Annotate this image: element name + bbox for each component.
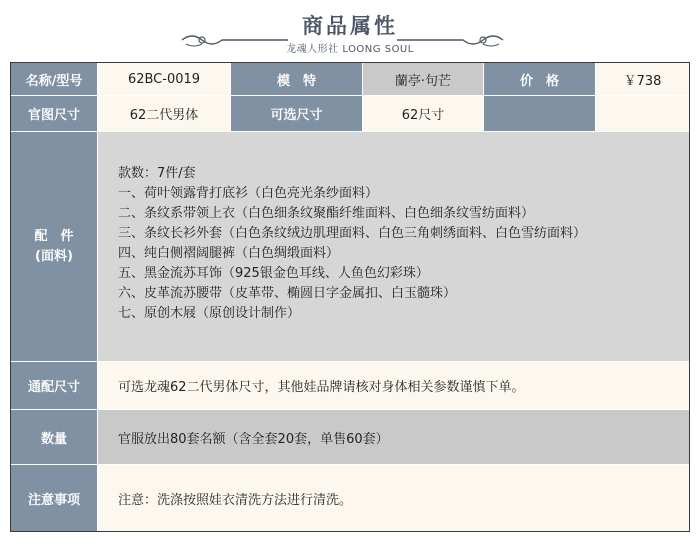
notes-value: 注意：洗涤按照娃衣清洗方法进行清洗。 [98, 465, 689, 531]
parts-label-line1: 配 件 [34, 228, 74, 244]
list-item: 款数：7件/套 [118, 166, 196, 181]
list-item: 七、原创木屐（原创设计制作） [118, 306, 301, 321]
optional-size-label: 可选尺寸 [231, 96, 363, 131]
list-item: 六、皮革流苏腰带（皮革带、椭圆日字金属扣、白玉髓珠） [118, 286, 457, 301]
page-title: 商品属性 [302, 14, 398, 38]
table-row [11, 132, 689, 362]
quantity-value: 官服放出80套名额（含全套20套，单售60套） [98, 410, 689, 464]
table-row [11, 465, 689, 531]
notes-label: 注意事项 [11, 465, 98, 531]
official-size-label: 官图尺寸 [11, 96, 98, 131]
list-item: 一、荷叶领露背打底衫（白色亮光条纱面料） [118, 186, 379, 201]
quantity-label: 数量 [11, 410, 98, 464]
list-item: 三、条纹长衫外套（白色条纹绒边肌理面料、白色三角刺绣面料、白色雪纺面料） [118, 226, 587, 241]
brand-name: 龙魂人形社 LOONG SOUL [286, 44, 414, 55]
empty-cell [484, 96, 596, 131]
price-value: ￥738 [596, 63, 689, 95]
fit-value: 可选龙魂62二代男体尺寸，其他娃品牌请核对身体相关参数谨慎下单。 [98, 362, 689, 409]
parts-list [98, 132, 689, 361]
feature-label: 模 特 [231, 63, 363, 95]
feature-value: 蘭亭·句芒 [363, 63, 484, 95]
list-item: 二、条纹系带领上衣（白色细条纹聚酯纤维面料、白色细条纹雪纺面料） [118, 206, 535, 221]
product-attributes-table [10, 62, 690, 532]
parts-label [11, 132, 98, 361]
table-row [11, 63, 689, 96]
table-row [11, 362, 689, 410]
optional-size-value: 62尺寸 [363, 96, 484, 131]
model-label: 名称/型号 [11, 63, 98, 95]
empty-cell [596, 96, 689, 131]
fit-label: 通配尺寸 [11, 362, 98, 409]
list-item: 五、黑金流苏耳饰（925银金色耳线、人鱼色幻彩珠） [118, 266, 429, 281]
table-row [11, 96, 689, 132]
parts-label-line2: (面料) [35, 248, 73, 264]
model-value: 62BC-0019 [98, 63, 231, 95]
header [0, 0, 700, 62]
price-label: 价 格 [484, 63, 596, 95]
list-item: 四、纯白侧褶阔腿裤（白色绸缎面料） [118, 246, 340, 261]
table-row [11, 410, 689, 465]
official-size-value: 62二代男体 [98, 96, 231, 131]
